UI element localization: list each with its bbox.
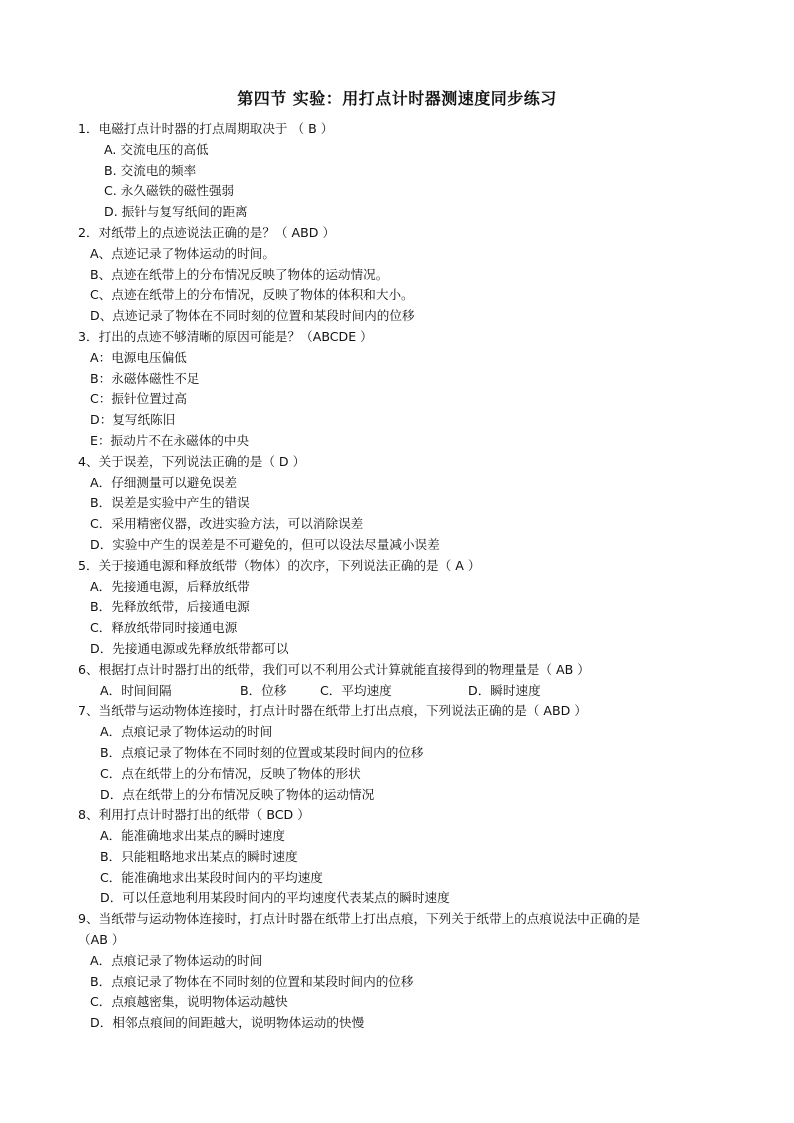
question-1-option-c: C. 永久磁铁的磁性强弱 xyxy=(104,183,235,199)
question-8-stem: 8、利用打点计时器打出的纸带（ BCD ） xyxy=(78,807,310,823)
question-1-option-d: D. 振针与复写纸间的距离 xyxy=(104,204,248,220)
question-1-stem: 1．电磁打点计时器的打点周期取决于 （ B ） xyxy=(78,121,334,136)
question-2-option-c: C、点迹在纸带上的分布情况，反映了物体的体积和大小。 xyxy=(90,287,414,303)
question-3-option-e: E：振动片不在永磁体的中央 xyxy=(90,432,250,448)
question-6-stem: 6、根据打点计时器打出的纸带，我们可以不利用公式计算就能直接得到的物理量是（ AB ） xyxy=(78,661,590,677)
question-7-option-c: C．点在纸带上的分布情况，反映了物体的形状 xyxy=(100,765,361,781)
page-title: 第四节 实验：用打点计时器测速度同步练习 xyxy=(237,89,557,108)
question-5-option-a: A．先接通电源，后释放纸带 xyxy=(90,578,250,594)
question-4-option-d: D．实验中产生的误差是不可避免的，但可以设法尽量减小误差 xyxy=(90,536,440,552)
question-6-options-row xyxy=(78,681,728,702)
question-6-option-c: C．平均速度 xyxy=(320,682,392,698)
question-9-stem: 9、当纸带与运动物体连接时，打点计时器在纸带上打出点痕，下列关于纸带上的点痕说法中正确的是 xyxy=(78,911,641,927)
question-5-option-b: B．先释放纸带，后接通电源 xyxy=(90,599,250,615)
question-2-option-d: D、点迹记录了物体在不同时刻的位置和某段时间内的位移 xyxy=(90,308,415,324)
question-4-option-a: A．仔细测量可以避免误差 xyxy=(90,474,238,490)
question-4-stem: 4、关于误差，下列说法正确的是（ D ） xyxy=(78,453,306,469)
question-6-option-a: A．时间间隔 xyxy=(100,682,172,698)
question-1-option-a: A. 交流电压的高低 xyxy=(104,141,209,157)
question-7-stem: 7、当纸带与运动物体连接时，打点计时器在纸带上打出点痕，下列说法正确的是（ ABD ） xyxy=(78,703,587,719)
question-8-option-d: D．可以任意地利用某段时间内的平均速度代表某点的瞬时速度 xyxy=(100,890,450,906)
question-3-option-c: C：振针位置过高 xyxy=(90,391,187,407)
question-2-option-b: B、点迹在纸带上的分布情况反映了物体的运动情况。 xyxy=(90,266,389,282)
question-5-option-d: D．先接通电源或先释放纸带都可以 xyxy=(90,640,289,656)
question-9-option-a: A．点痕记录了物体运动的时间 xyxy=(90,952,263,968)
question-9-option-d: D．相邻点痕间的间距越大，说明物体运动的快慢 xyxy=(90,1015,365,1031)
question-9-stem-continued: （AB ） xyxy=(78,932,125,948)
question-8-option-c: C．能准确地求出某段时间内的平均速度 xyxy=(100,869,323,885)
question-3-option-a: A：电源电压偏低 xyxy=(90,349,187,365)
question-7-option-b: B．点痕记录了物体在不同时刻的位置或某段时间内的位移 xyxy=(100,744,424,760)
question-2-stem: 2．对纸带上的点迹说法正确的是？（ ABD ） xyxy=(78,224,336,240)
question-1-option-b: B. 交流电的频率 xyxy=(104,162,197,178)
question-5-stem: 5．关于接通电源和释放纸带（物体）的次序，下列说法正确的是（ A ） xyxy=(78,557,481,573)
question-3-stem: 3．打出的点迹不够清晰的原因可能是？（ABCDE ） xyxy=(78,328,373,344)
question-3-option-d: D：复写纸陈旧 xyxy=(90,412,176,428)
question-8-option-b: B．只能粗略地求出某点的瞬时速度 xyxy=(100,848,298,864)
question-5-option-c: C．释放纸带同时接通电源 xyxy=(90,620,238,636)
question-7-option-a: A．点痕记录了物体运动的时间 xyxy=(100,724,273,740)
question-9-option-c: C．点痕越密集，说明物体运动越快 xyxy=(90,994,288,1010)
question-list xyxy=(78,119,728,1034)
question-6-option-b: B．位移 xyxy=(240,682,287,698)
question-6-option-d: D．瞬时速度 xyxy=(468,682,541,698)
question-4-option-c: C．采用精密仪器，改进实验方法，可以消除误差 xyxy=(90,516,364,532)
question-4-option-b: B．误差是实验中产生的错误 xyxy=(90,495,250,511)
question-7-option-d: D．点在纸带上的分布情况反映了物体的运动情况 xyxy=(100,786,375,802)
question-9-option-b: B．点痕记录了物体在不同时刻的位置和某段时间内的位移 xyxy=(90,973,414,989)
question-2-option-a: A、点迹记录了物体运动的时间。 xyxy=(90,245,275,261)
question-8-option-a: A．能准确地求出某点的瞬时速度 xyxy=(100,828,285,844)
question-3-option-b: B：永磁体磁性不足 xyxy=(90,370,200,386)
